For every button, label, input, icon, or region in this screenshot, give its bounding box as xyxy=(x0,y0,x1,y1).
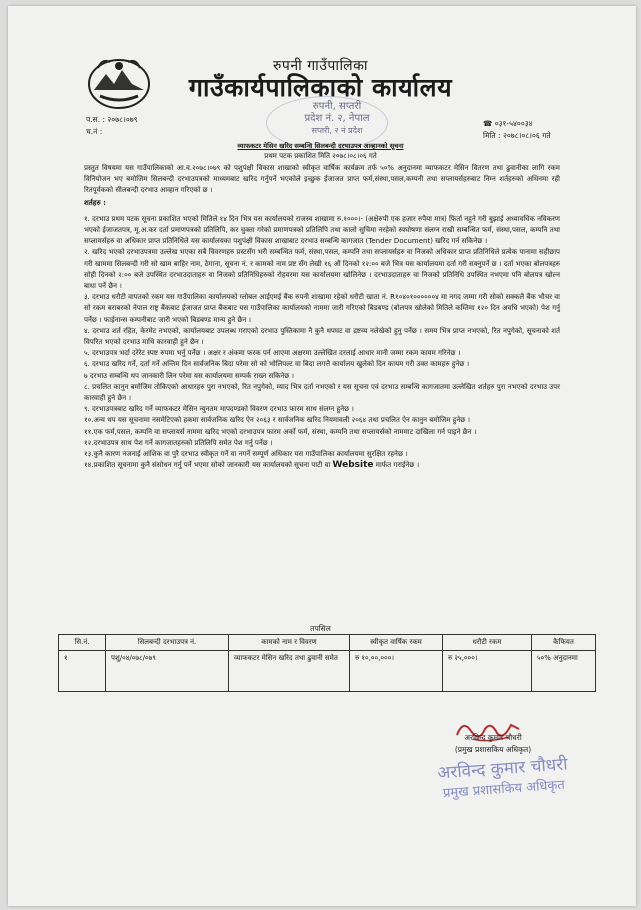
letter-date: मिति : २०७८।०८।०६ गते xyxy=(483,131,551,140)
municipality-name: रुपनी गाउँपालिका xyxy=(273,58,368,74)
seal-text: सप्तरी, २ नं प्रदेश xyxy=(311,126,363,135)
term-item: ५. दरभाउपत्र भर्दा दरेरेट स्पष्ट रुपमा भर्नु पर्नेछ । अक्षर र अंकमा फरक पर्न आएमा अक्षरमा उल्लेखित दरलाई आधार मानी जम्मा रकम कायम गरिनेछ । xyxy=(84,349,461,358)
term-item: ३. दरभाउ धरौटी वापतको रकम यस गाउँपालिका कार्यालयको ग्लोबल आईएमई बैंक रुपनी शाखामा रहेको धरौटी खाता नं. R१०४०१००००००४ मा नगद जम्मा गरी सोको सक्कलै बैंक भौचर वा सो रकम बराबरको नेपाल राष्ट्र बैंकबाट ईजाजत प्राप्त बैंकबाट यस गाउँपालिका कार्यालयको नाममा जारी गरिएको बिडबण्ड (बोलपत्र खोलेको मितिले कम्तिमा १२० दिन अवधि भएको) पेश गर्नु पर्नेछ । फाईनान्स कम्पनीबाट जारी भएको बिडबण्ड मान्य हुने छैन । xyxy=(84,293,560,324)
col-header: सि.नं. xyxy=(59,635,106,651)
term-item: २. खरिद भएको दरभाउपत्रमा उल्लेख भएका सबै विवरणहरु प्रस्टसँग भरी सम्बन्धित फर्म, संस्था,पसल, कम्पनि तथा सप्लायर्सहरु वा निजको अधिकार प्राप्त प्रतिनिधिले प्रत्येक पानामा सहीछाप गरी खाममा सिलबन्दी गरी सो खाम बाहिर नाम, ठेगाना, सूचना नं. र कामको नाम प्रष्ट सँग लेखी १६ औं दिनको १२:०० बजे भित्र यस कार्यालयमा दर्ता गरी सक्नुपर्ने छ । दर्ता भएका बोलपत्रहरु सोही दिनको २:०० बजे उपस्थित दरभाउदाताहरु वा निजको प्रतिनिधिहरुको रोहवरमा यस कार्यालयमा खोलिनेछ । दरभाउदाताहरु वा निजको प्रतिनिधि उपस्थित नभएमा पनि बोलपत्र खोल्न बाधा पर्ने छैन । xyxy=(84,248,560,291)
term-item: ६. दरभाउ खरिद गर्ने, दर्ता गर्ने अन्तिम दिन सार्वजनिक बिदा परेमा सो को भोलिपल्ट वा बिदा लगत्तै कार्यालय खुलेको दिन कायम गरी उक्त कामहरु हुनेछ । xyxy=(84,360,470,369)
term-item: ४. दरभाउ शर्त रहित, केरमेट नभएको, कार्यालयबाट उपलब्ध गराएको दरभाउ पुस्तिकामा नै कुनै थपघट वा द्रष्टव्य नलेखेको हुनु पर्नेछ । समय भित्र प्राप्त नभएको, रित नपुगेको, सूचनाको शर्त विपरित भएको दरभाउ माथि कारवाही हुने छैन । xyxy=(84,326,560,347)
col-header: कैफियत xyxy=(532,635,596,651)
term-item: ११.एक फर्म,पसल, कम्पनि वा सप्लायर्स नाममा खरिद भएको दरभाउपत्र फारम अर्को फर्म, संस्था, कम्पनि तथा सप्लायर्सको नाममाट दाखिला गर्न पाइने छैन । xyxy=(84,427,477,436)
term14-text-end: मार्फत गराईनेछ । xyxy=(373,461,420,470)
term-item: १. दरभाउ प्रथम पटक सूचना प्रकाशित भएको मितिले १४ दिन भित्र यस कार्यालयको राजस्व शाखामा रु.१०००।- (अक्षेरुपी एक हजार रुपैया मात्र) फिर्ता नहुने गरी बुझाई अध्यावधिक नविकरण भएको ईजाजतपत्र, मू.अ.कर दर्ता प्रमाणपत्रको प्रतिलिपि, कर चुक्ता गरेको प्रमाणपत्रको प्रतिलिपि तथा कालो सुचिमा नरहेको स्वघोषणा संलग्न राखी सम्बन्धित फर्म, संस्था,पसल, कम्पनि तथा सप्लायर्सहरु वा अधिकार प्राप्त प्रतिनिधिले यस कार्यालयका पशुपंक्षी विकास शाखाबाट दरभाउ सम्बन्धि कागजात (Tender Document) खरिद गर्न सकिनेछ । xyxy=(84,214,560,246)
term-item: ९. दरभाउपत्रबाट खरिद गर्ने व्याफकटर मेसिन न्युनतम मापदण्डको विवरण दरभाउ फारम साथ संलग्न हुनेछ । xyxy=(84,405,354,414)
term-item: ७ दरभाउ सम्बन्धि थप जानकारी लिन परेमा यस कार्यालयमा सम्पर्क राख्न सकिनेछ । xyxy=(84,371,295,380)
term-item: १२.दरभाउपत्र साथ पेश गर्ने कागजातहरुको प्रतिलिपि समेत पेश गर्नु पर्नेछ । xyxy=(84,438,273,447)
col-header: स्वीकृत वार्षिक रकम xyxy=(350,635,443,651)
intro-paragraph: प्रस्तुत विषयमा यस गाउँपालिकाको आ.व.२०७८।०७९ को पशुपंक्षी विकास शाखाको स्वीकृत वार्षिक कार्यक्रम तर्फ ५०% अनुदानमा व्याफकटर मेसिन वितरण तथा ढुवानीका लागि रकम विनियोजन भए बमोजिम सिलबन्दी दरभाउपत्रको माध्यमबाट खरिद गर्नुपर्ने भएकोले इच्छुक ईजाजत प्राप्त फर्म,संस्था,पसल,कम्पनी तथा सप्लायर्सहरुबाट निम्न शर्तहरुको अधिनमा रही रितपूर्वकको सीलबन्दी दरभाउ आव्हान गरिएको छ । xyxy=(84,164,560,195)
address-line1: रुपनी, सप्तरी xyxy=(312,101,362,112)
col-header: धरौटी रकम xyxy=(443,635,532,651)
signatory-name: अरविन्द कुमार चौधरी xyxy=(464,733,522,742)
website-link[interactable]: Website xyxy=(332,460,374,471)
address-line2: प्रदेश नं. २, नेपाल xyxy=(304,113,370,124)
tender-table xyxy=(58,634,596,692)
table-cell: ५०% अनुदानमा xyxy=(532,651,596,692)
term14-text: १४.प्रकाशित सूचनामा कुनै संसोधन गर्नु पर्ने भएमा सोको जानकारी यस कार्यालयको सूचना पाटी वा xyxy=(84,461,333,470)
table-cell: व्याफकटर मेसिन खरिद तथा ढुवानी समेत xyxy=(229,651,350,692)
contact-block xyxy=(483,118,551,142)
term-item: १३.कुनै कारण नजनाई आंशिक वा पुरै दरभाउ स्वीकृत गर्ने वा नगर्ने सम्पूर्ण अधिकार यस गाउँपालिका कार्यालयमा सुरक्षित रहनेछ । xyxy=(84,450,408,459)
office-title: गाउँकार्यपालिकाको कार्यालय xyxy=(188,73,453,102)
dispatch-number: च.नं : xyxy=(86,127,103,136)
table-row xyxy=(59,651,596,692)
stamp-name: अरविन्द कुमार चौधरी xyxy=(436,754,569,784)
stamp-title: प्रमुख प्रशासकिय अधिकृत xyxy=(442,777,566,802)
notice-title: व्याफकटर मेसिन खरिद सम्बन्धि सिलबन्दी दरभाउपत्र आव्हानको सूचना xyxy=(237,142,404,150)
reference-number: प.स. : २०७८।०७९ xyxy=(86,115,138,124)
notice-published-date: प्रथम पटक प्रकाशित मिति २०७८।०८।०६ गते xyxy=(264,152,377,160)
table-header-row xyxy=(59,635,596,651)
term-item: १०.अन्य थप यस सूचनामा नसमेटिएको हकमा सार्वजनिक खरिद ऐन २०६३ र सार्वजनिक खरिद नियमावली २०६४ तथा प्रचलित ऐन कानुन बमोजिम हुनेछ । xyxy=(84,416,471,425)
annex-title: तपसिल xyxy=(310,624,331,633)
terms-heading: शर्तहरु : xyxy=(84,198,106,207)
table-cell: रु २५,०००। xyxy=(443,651,532,692)
term-item: ८. प्रचलित कानुन बमोजिम तोकिएको आधारहरु पुरा नभएको, रित नपुगेको, म्याद भित्र दर्ता नभएको र यस सूचना एवं दरभाउ सम्बन्धि कागजातमा उल्लेखित शर्तहरु पुरा नभएको दरभाउ उपर कारवाही हुने छैन । xyxy=(84,382,560,403)
office-address xyxy=(282,101,392,137)
notice-body xyxy=(84,163,560,471)
reference-block xyxy=(86,114,138,138)
table-cell: १ xyxy=(59,651,106,692)
col-header: कामको नाम र विवरण xyxy=(229,635,350,651)
phone-number: ☎ ०३१-५४००३४ xyxy=(483,119,533,128)
table-cell: रु १०,००,०००। xyxy=(350,651,443,692)
term-item-14 xyxy=(84,460,560,471)
table-cell: पशु/०४/०७८/०७९ xyxy=(106,651,229,692)
col-header: सिलबन्दी दरभाउपत्र नं. xyxy=(106,635,229,651)
signatory-title: (प्रमुख प्रशासकिय अधिकृत) xyxy=(454,745,532,754)
